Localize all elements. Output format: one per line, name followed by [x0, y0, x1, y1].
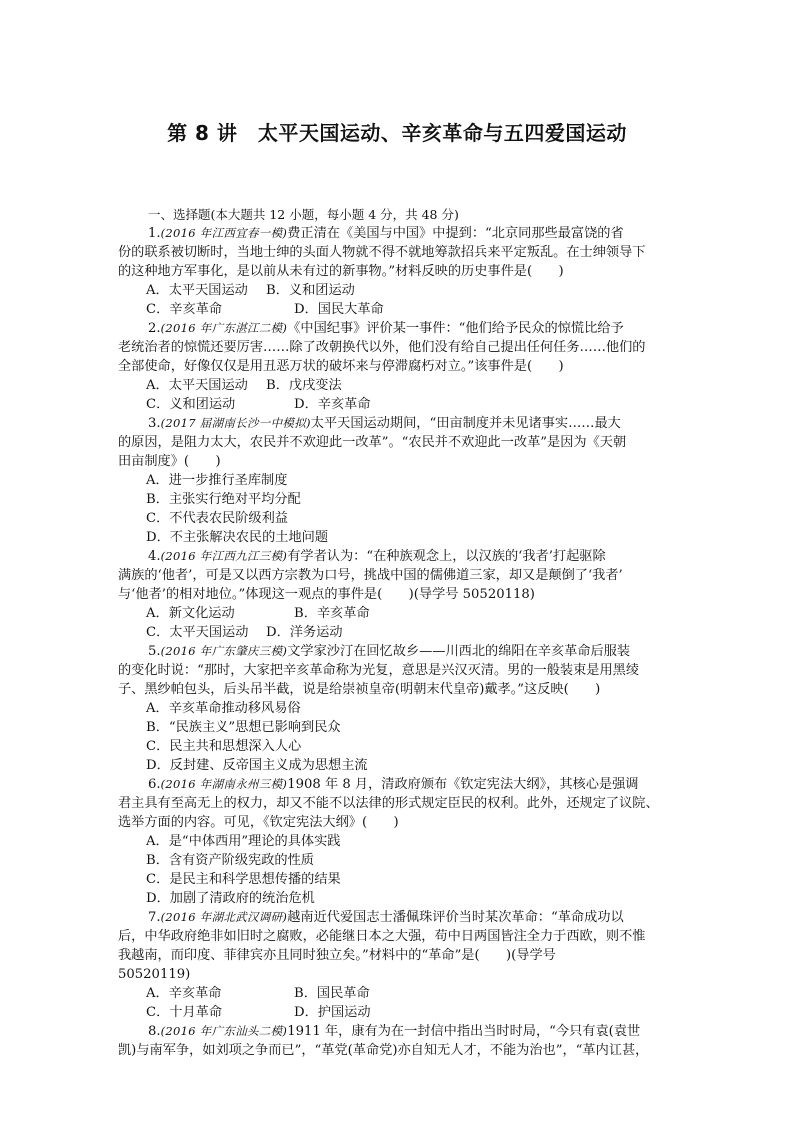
option-b: B．义和团运动: [266, 283, 355, 298]
question-6-line-2: 君主具有至高无上的权力，却又不能不以法律的形式规定臣民的权利。此外，还规定了议院、: [118, 796, 659, 811]
question-7-line-1: 7.(2016 年湖北武汉调研)越南近代爱国志士潘佩珠评价当时某次革命：“革命成功以: [148, 910, 624, 925]
option-a: A．新文化运动: [146, 606, 235, 621]
section-header: 一、选择题(本大题共 12 小题，每小题 4 分，共 48 分): [148, 207, 459, 222]
option-b: B．主张实行绝对平均分配: [146, 492, 301, 507]
question-8-source: (2016 年广东汕头二模): [160, 1024, 288, 1038]
question-1-options-row-1: [118, 281, 682, 300]
option-d: D．国民大革命: [294, 302, 384, 317]
option-b: B．含有资产阶级宪政的性质: [146, 853, 314, 868]
question-list: [118, 205, 682, 1060]
option-a: A．太平天国运动: [146, 283, 248, 298]
option-d: D．不主张解决农民的土地问题: [146, 530, 329, 545]
question-3-line-2: 的原因，是阻力太大，农民并不欢迎此一改革”。“农民并不欢迎此一改革”是因为《天朝: [118, 435, 627, 450]
option-c: C．太平天国运动: [146, 625, 249, 640]
question-2-source: (2016 年广东湛江二模): [160, 321, 288, 335]
question-4-options-row-2: [118, 623, 682, 642]
option-d: D．护国运动: [294, 1005, 371, 1020]
option-c: C．辛亥革命: [146, 302, 223, 317]
option-a: A．太平天国运动: [146, 378, 248, 393]
option-a: A．辛亥革命: [146, 986, 222, 1001]
question-5-line-1: 5.(2016 年广东肇庆三模)文学家沙汀在回忆故乡——川西北的绵阳在辛亥革命后服装: [148, 644, 631, 659]
question-5-line-3: 子、黑纱帕包头，后头吊半截，说是给崇祯皇帝(明朝末代皇帝)戴孝。”这反映( ): [118, 682, 601, 697]
question-7-options-row-2: [118, 1003, 682, 1022]
question-6-source: (2016 年湖南永州三模): [160, 777, 288, 791]
option-b: B．“民族主义”思想已影响到民众: [146, 720, 341, 735]
option-b: B．国民革命: [294, 986, 370, 1001]
option-c: C．义和团运动: [146, 397, 236, 412]
question-1-line-3: 的这种地方军事化，是以前从未有过的新事物。”材料反映的历史事件是( ): [118, 264, 564, 279]
question-6-line-1: 6.(2016 年湖南永州三模)1908 年 8 月，清政府颁布《钦定宪法大纲》，其核心是强调: [148, 777, 639, 792]
question-4-options-row-1: [118, 604, 682, 623]
question-8-line-1: 8.(2016 年广东汕头二模)1911 年，康有为在一封信中指出当时时局，“今只有袁(袁世: [148, 1024, 641, 1039]
option-d: D．加剧了清政府的统治危机: [146, 891, 315, 906]
question-5-line-2: 的变化时说：“那时，大家把辛亥革命称为光复，意思是兴汉灭清。男的一般装束是用黑绫: [118, 663, 640, 678]
option-d: D．辛亥革命: [294, 397, 371, 412]
question-7-line-3: 我越南，而印度、菲律宾亦且同时独立矣。”材料中的“革命”是( )(导学号: [118, 948, 556, 963]
question-4-line-3: 与‘他者’的相对地位。”体现这一观点的事件是( )(导学号 50520118): [118, 587, 535, 602]
question-2-options-row-1: [118, 376, 682, 395]
question-1-line-2: 份的联系被切断时，当地士绅的头面人物就不得不就地筹款招兵来平定叛乱。在士绅领导下: [118, 245, 646, 260]
question-4-source: (2016 年江西九江三模): [160, 549, 288, 563]
question-4-line-2: 满族的‘他者’，可是又以西方宗教为口号，挑战中国的儒佛道三家，却又是颠倒了‘我者’: [118, 568, 623, 583]
question-3-line-3: 田亩制度》( ): [118, 454, 221, 469]
question-2-line-3: 全部使命，好像仅仅是用丑恶万状的破坏来与停滞腐朽对立。”该事件是( ): [118, 359, 564, 374]
question-4-line-1: 4.(2016 年江西九江三模)有学者认为：“在种族观念上，以汉族的‘我者’打起驱除: [148, 549, 606, 564]
question-5-source: (2016 年广东肇庆三模): [160, 644, 288, 658]
option-c: C．不代表农民阶级利益: [146, 511, 288, 526]
question-2-options-row-2: [118, 395, 682, 414]
option-a: A．进一步推行圣库制度: [146, 473, 288, 488]
question-7-source: (2016 年湖北武汉调研): [160, 910, 288, 924]
question-1-options-row-2: [118, 300, 682, 319]
option-d: D．洋务运动: [266, 625, 343, 640]
option-a: A．辛亥革命推动移风易俗: [146, 701, 301, 716]
question-1-line-1: 1.(2016 年江西宜春一模)费正清在《美国与中国》中提到：“北京同那些最富饶的省: [148, 226, 624, 241]
question-1-source: (2016 年江西宜春一模): [160, 226, 288, 240]
question-7-line-4: 50520119): [118, 967, 191, 982]
option-b: B．辛亥革命: [294, 606, 370, 621]
option-b: B．戊戌变法: [266, 378, 342, 393]
question-2-line-2: 老统治者的惊慌还要厉害……除了改朝换代以外，他们没有给自己提出任何任务……他们的: [118, 340, 646, 355]
option-c: C．十月革命: [146, 1005, 223, 1020]
page-title: 第 8 讲 太平天国运动、辛亥革命与五四爱国运动: [167, 121, 627, 145]
question-2-line-1: 2.(2016 年广东湛江二模)《中国纪事》评价某一事件：“他们给予民众的惊慌比给予: [148, 321, 624, 336]
question-8-line-2: 凯)与南军争，如刘项之争而已”，“革党(革命党)亦自知无人才，不能为治也”，“革内讧甚，: [118, 1043, 649, 1058]
question-6-line-3: 选举方面的内容。可见，《钦定宪法大纲》( ): [118, 815, 399, 830]
question-3-source: (2017 届湖南长沙一中模拟): [160, 416, 311, 430]
question-7-options-row-1: [118, 984, 682, 1003]
option-c: C．民主共和思想深入人心: [146, 739, 302, 754]
option-c: C．是民主和科学思想传播的结果: [146, 872, 341, 887]
option-d: D．反封建、反帝国主义成为思想主流: [146, 758, 368, 773]
question-7-line-2: 后，中华政府绝非如旧时之腐败，必能继日本之大强，苟中日两国皆注全力于西欧，则不惟: [118, 929, 646, 944]
option-a: A．是“中体西用”理论的具体实践: [146, 834, 341, 849]
question-3-line-1: 3.(2017 届湖南长沙一中模拟)太平天国运动期间，“田亩制度并未见诸事实……最大: [148, 416, 621, 431]
